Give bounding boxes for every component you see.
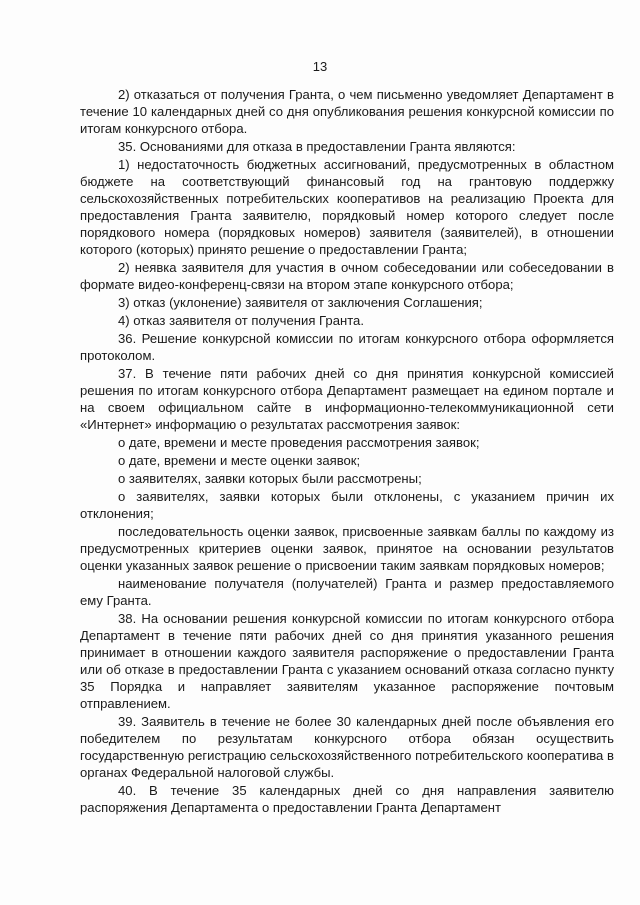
paragraph-35-item-3: 3) отказ (уклонение) заявителя от заключения Соглашения; (118, 295, 483, 310)
paragraph-35-item-2: 2) неявка заявителя для участия в очном собеседовании или собеседовании в формате видео-конференц-связи на втором этапе конкурсного отбора; (80, 260, 614, 292)
paragraph-35-item-1: 1) недостаточность бюджетных ассигнований, предусмотренных в областном бюджете на соответствующий финансовый год на грантовую поддержку сельскохозяйственных потребительских кооперативов на реализацию Проекта для предоставления Гранта заявителю, порядковый номер которого следует после порядкового номера (порядковых номеров) заявителя (заявителей), в отношении которого (которых) принято решение о предоставлении Гранта; (80, 157, 614, 257)
paragraph-37-list-item: наименование получателя (получателей) Гранта и размер предоставляемого ему Гранта. (80, 576, 614, 608)
paragraph-35-item-4: 4) отказ заявителя от получения Гранта. (118, 313, 364, 328)
paragraph-40: 40. В течение 35 календарных дней со дня направления заявителю распоряжения Департамента о предоставлении Гранта Департамент (80, 783, 614, 815)
paragraph-35-heading: 35. Основаниями для отказа в предоставлении Гранта являются: (118, 139, 516, 154)
paragraph-37-list-item: о заявителях, заявки которых были отклонены, с указанием причин их отклонения; (80, 489, 614, 521)
paragraph-36: 36. Решение конкурсной комиссии по итогам конкурсного отбора оформляется протоколом. (80, 331, 614, 363)
page-number: 13 (312, 59, 328, 74)
paragraph-37-list-item: о заявителях, заявки которых были рассмотрены; (118, 471, 422, 486)
paragraph-37: 37. В течение пяти рабочих дней со дня принятия конкурсной комиссией решения по итогам конкурсного отбора Департамент размещает на едином портале и на своем официальном сайте в информационно-телекоммуникационной сети «Интернет» информацию о результатах рассмотрения заявок: (80, 366, 614, 432)
paragraph-item-2-refuse-grant: 2) отказаться от получения Гранта, о чем письменно уведомляет Департамент в течение 10 календарных дней со дня опубликования решения конкурсной комиссии по итогам конкурсного отбора. (80, 87, 614, 136)
paragraph-39: 39. Заявитель в течение не более 30 календарных дней после объявления его победителем по результатам конкурсного отбора обязан осуществить государственную регистрацию сельскохозяйственного потребительского кооператива в органах Федеральной налоговой службы. (80, 714, 614, 780)
paragraph-38: 38. На основании решения конкурсной комиссии по итогам конкурсного отбора Департамент в течение пяти рабочих дней со дня принятия указанного решения принимает в отношении каждого заявителя распоряжение о предоставлении Гранта или об отказе в предоставлении Гранта с указанием оснований отказа согласно пункту 35 Порядка и направляет заявителям указанное распоряжение почтовым отправлением. (80, 611, 614, 711)
document-body (80, 86, 614, 817)
paragraph-37-list-item: о дате, времени и месте проведения рассмотрения заявок; (118, 435, 480, 450)
paragraph-37-list-item: последовательность оценки заявок, присвоенные заявкам баллы по каждому из предусмотренных критериев оценки заявок, принятое на основании результатов оценки указанных заявок решение о присвоении таким заявкам порядковых номеров; (80, 524, 614, 573)
paragraph-37-list-item: о дате, времени и месте оценки заявок; (118, 453, 361, 468)
